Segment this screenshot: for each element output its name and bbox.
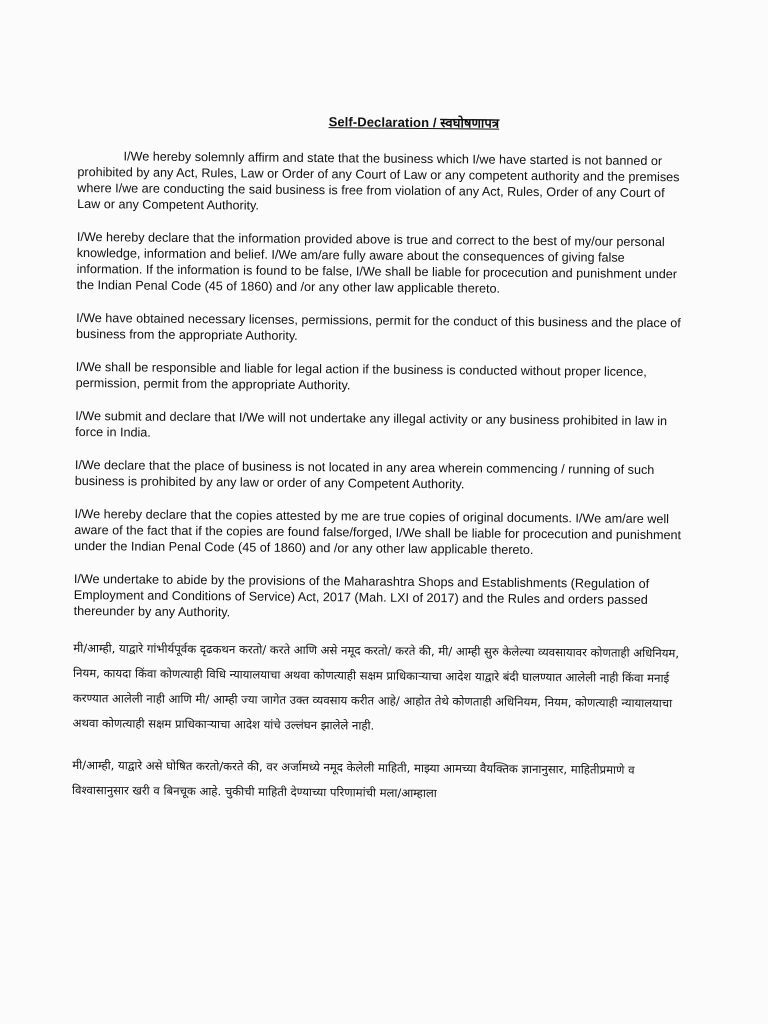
marathi-declaration-paragraph: मी/आम्ही, याद्वारे गांभीर्यपूर्वक दृढकथन करतो/ करते आणि असे नमूद करतो/ करते की, मी/ आम्ही सुरु केलेल्या व्यवसायावर कोणताही अधिनियम, नियम, कायदा किंवा कोणत्याही विधि न्यायालयाचा अथवा कोणत्याही सक्षम प्राधिकाऱ्याचा आदेश याद्वारे बंदी घालण्यात आलेली नाही किंवा मनाई करण्यात आलेली नाही आणि मी/ आम्ही ज्या जागेत उक्त व्यवसाय करीत आहे/ आहोत तेथे कोणताही अधिनियम, नियम, कोणत्याही न्यायालयाचा अथवा कोणत्याही सक्षम प्राधिकाऱ्याचा आदेश यांचे उल्लंघन झालेले नाही. bbox=[72, 640, 680, 733]
declaration-sheet bbox=[72, 110, 690, 825]
declaration-paragraph: I/We hereby solemnly affirm and state that the business which I/we have started is not banned or prohibited by any Act, Rules, Law or Order of any Court of Law or any competent authority and the premises where I/we are conducting the said business is free from violation of any Act, Rules, Order of any Court of Law or any Competent Authority. bbox=[77, 149, 680, 213]
page-title: Self-Declaration / स्वघोषणापत्र bbox=[328, 114, 500, 131]
declaration-paragraph: I/We submit and declare that I/We will not undertake any illegal activity or any business prohibited in law in force in India. bbox=[75, 408, 668, 440]
declaration-paragraph: I/We have obtained necessary licenses, permissions, permit for the conduct of this business and the place of business from the appropriate Authority. bbox=[75, 310, 681, 343]
declaration-paragraph: I/We declare that the place of business is not located in any area wherein commencing / running of such business is prohibited by any law or order of any Competent Authority. bbox=[74, 457, 655, 492]
declaration-paragraph: I/We hereby declare that the information provided above is true and correct to the best of my/our personal knowledge, information and belief. I/We am/are fully aware about the consequences of giving false information. If the information is found to be false, I/We shall be liable for procecution and punishment under the Indian Penal Code (45 of 1860) and /or any other law applicable thereto. bbox=[76, 229, 678, 296]
declaration-paragraph: I/We shall be responsible and liable for legal action if the business is conducted without proper licence, permission, permit from the appropriate Authority. bbox=[75, 359, 647, 393]
declaration-paragraph: I/We hereby declare that the copies attested by me are true copies of original documents. I/We am/are well aware of the fact that if the copies are found false/forged, I/We shall be liable for procecution and punishment under the Indian Penal Code (45 of 1860) and /or any other law applicable thereto. bbox=[74, 506, 682, 557]
declaration-paragraph: I/We undertake to abide by the provisions of the Maharashtra Shops and Establishments (Regulation of Employment and Conditions of Service) Act, 2017 (Mah. LXI of 2017) and the Rules and orders passed thereunder by any Authority. bbox=[73, 571, 650, 620]
marathi-declaration-paragraph: मी/आम्ही, याद्वारे असे घोषित करतो/करते की, वर अर्जामध्ये नमूद केलेली माहिती, माझ्या आमच्या वैयक्तिक ज्ञानानुसार, माहितीप्रमाणे व विश्वासानुसार खरी व बिनचूक आहे. चुकीची माहिती देण्याच्या परिणामांची मला/आम्हाला bbox=[72, 757, 635, 801]
